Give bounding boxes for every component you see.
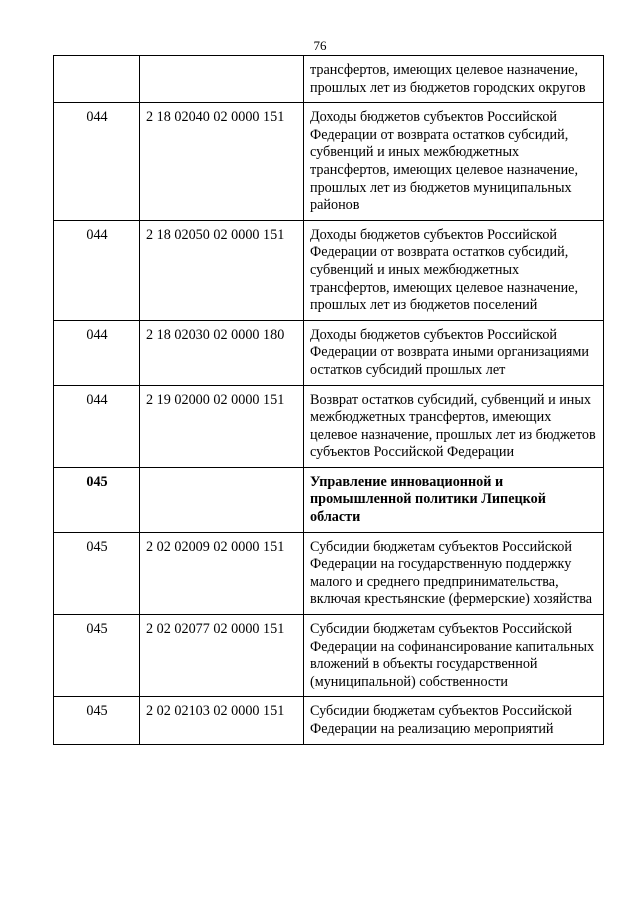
revenue-name-cell: Возврат остатков субсидий, субвенций и иных межбюджетных трансфертов, имеющих целевое назначение, прошлых лет из бюджетов субъектов Российской Федерации bbox=[304, 385, 604, 467]
table-row bbox=[54, 103, 604, 221]
budget-code-cell: 2 02 02103 02 0000 151 bbox=[140, 697, 304, 744]
budget-code-cell bbox=[140, 467, 304, 532]
budget-code-cell bbox=[140, 56, 304, 103]
admin-code-cell: 044 bbox=[54, 320, 140, 385]
budget-code-cell: 2 18 02040 02 0000 151 bbox=[140, 103, 304, 221]
table-row bbox=[54, 56, 604, 103]
table-row bbox=[54, 697, 604, 744]
budget-code-cell: 2 02 02077 02 0000 151 bbox=[140, 615, 304, 697]
budget-code-cell: 2 18 02030 02 0000 180 bbox=[140, 320, 304, 385]
page-number: 76 bbox=[313, 38, 327, 53]
admin-code-cell bbox=[54, 56, 140, 103]
admin-code-cell: 045 bbox=[54, 697, 140, 744]
budget-code-cell: 2 18 02050 02 0000 151 bbox=[140, 220, 304, 320]
revenue-name-cell: Доходы бюджетов субъектов Российской Федерации от возврата остатков субсидий, субвенций и иных межбюджетных трансфертов, имеющих целевое назначение, прошлых лет из бюджетов муниципальных районов bbox=[304, 103, 604, 221]
revenue-name-cell: Субсидии бюджетам субъектов Российской Федерации на софинансирование капитальных вложений в объекты государственной (муниципальной) собственности bbox=[304, 615, 604, 697]
budget-code-cell: 2 02 02009 02 0000 151 bbox=[140, 532, 304, 614]
admin-code-cell: 044 bbox=[54, 385, 140, 467]
revenue-name-cell: Субсидии бюджетам субъектов Российской Федерации на реализацию мероприятий bbox=[304, 697, 604, 744]
revenue-name-cell: Субсидии бюджетам субъектов Российской Федерации на государственную поддержку малого и среднего предпринимательства, включая крестьянские (фермерские) хозяйства bbox=[304, 532, 604, 614]
admin-code-cell: 045 bbox=[54, 467, 140, 532]
budget-classification-table bbox=[53, 55, 604, 745]
revenue-name-cell: Доходы бюджетов субъектов Российской Федерации от возврата остатков субсидий, субвенций и иных межбюджетных трансфертов, имеющих целевое назначение, прошлых лет из бюджетов поселений bbox=[304, 220, 604, 320]
table-row bbox=[54, 220, 604, 320]
table-row bbox=[54, 320, 604, 385]
administrator-name-cell: Управление инновационной и промышленной политики Липецкой области bbox=[304, 467, 604, 532]
admin-code-cell: 044 bbox=[54, 103, 140, 221]
revenue-name-cell: Доходы бюджетов субъектов Российской Федерации от возврата иными организациями остатков субсидий прошлых лет bbox=[304, 320, 604, 385]
table-row bbox=[54, 615, 604, 697]
revenue-name-cell: трансфертов, имеющих целевое назначение, прошлых лет из бюджетов городских округов bbox=[304, 56, 604, 103]
table-row bbox=[54, 532, 604, 614]
admin-code-cell: 045 bbox=[54, 615, 140, 697]
admin-code-cell: 045 bbox=[54, 532, 140, 614]
table-row bbox=[54, 385, 604, 467]
budget-code-cell: 2 19 02000 02 0000 151 bbox=[140, 385, 304, 467]
administrator-header-row bbox=[54, 467, 604, 532]
admin-code-cell: 044 bbox=[54, 220, 140, 320]
